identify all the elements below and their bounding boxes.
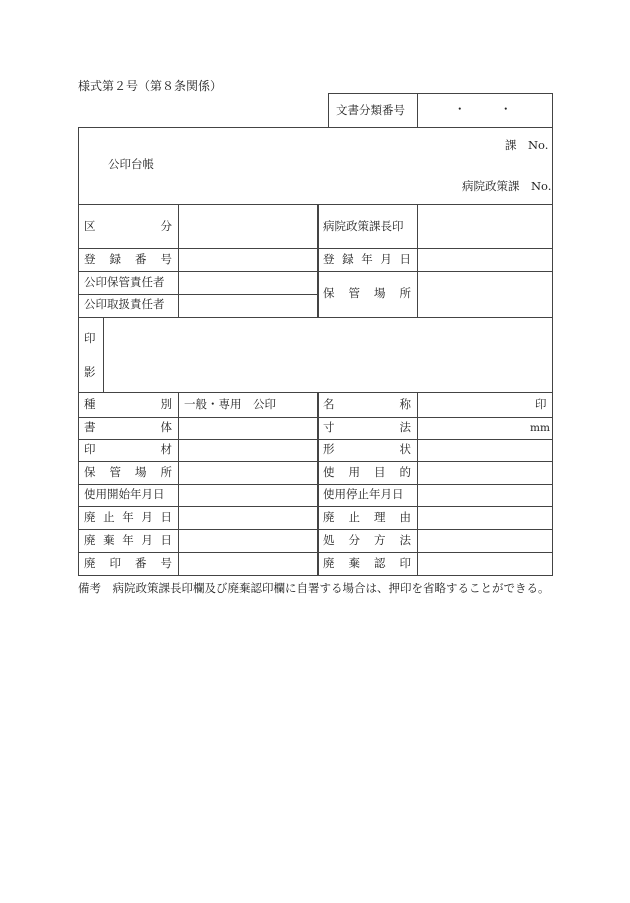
reg-no-label: 登 録 番 号 [84, 252, 172, 266]
note: 備考 病院政策課長印欄及び廃棄認印欄に自署する場合は、押印を省略することができる。 [78, 581, 550, 595]
discard-date-label: 廃 棄 年 月 日 [84, 533, 172, 547]
keeper-label: 公印保管責任者 [84, 275, 165, 289]
storage-label: 保 管 場 所 [84, 465, 172, 479]
name-unit: 印 [535, 397, 547, 411]
category-label: 区 分 [84, 219, 172, 233]
shape-label: 形 状 [323, 442, 411, 456]
abolish-date-label: 廃 止 年 月 日 [84, 510, 172, 524]
dept-number[interactable]: 課 No. [505, 138, 549, 152]
storage-label-top: 保 管 場 所 [323, 286, 411, 300]
material-label: 印 材 [84, 442, 172, 456]
abolish-no-label: 廃 印 番 号 [84, 556, 172, 570]
use-stop-label: 使用停止年月日 [323, 487, 404, 501]
size-label: 寸 法 [323, 420, 411, 434]
reg-date-label: 登 録 年 月 日 [323, 252, 411, 266]
disposal-label: 処 分 方 法 [323, 533, 411, 547]
size-unit: mm [530, 422, 550, 434]
purpose-label: 使 用 目 的 [323, 465, 411, 479]
script-label: 書 体 [84, 420, 172, 434]
impression-label-1: 印 [84, 331, 96, 345]
director-seal-label: 病院政策課長印 [323, 219, 404, 233]
doc-class-label: 文書分類番号 [336, 103, 405, 117]
type-label: 種 別 [84, 397, 172, 411]
abolish-reason-label: 廃 止 理 由 [323, 510, 411, 524]
impression-label-2: 影 [84, 365, 96, 379]
doc-class-value[interactable]: ・ ・ [454, 102, 512, 116]
ledger-title: 公印台帳 [108, 157, 154, 171]
handler-label: 公印取扱責任者 [84, 297, 165, 311]
type-value[interactable]: 一般・専用 公印 [184, 397, 276, 411]
discard-seal-label: 廃 棄 認 印 [323, 556, 411, 570]
form-title: 様式第２号（第８条関係） [78, 79, 223, 93]
name-label: 名 称 [323, 397, 411, 411]
hospital-number[interactable]: 病院政策課 No. [462, 179, 552, 193]
use-start-label: 使用開始年月日 [84, 487, 165, 501]
